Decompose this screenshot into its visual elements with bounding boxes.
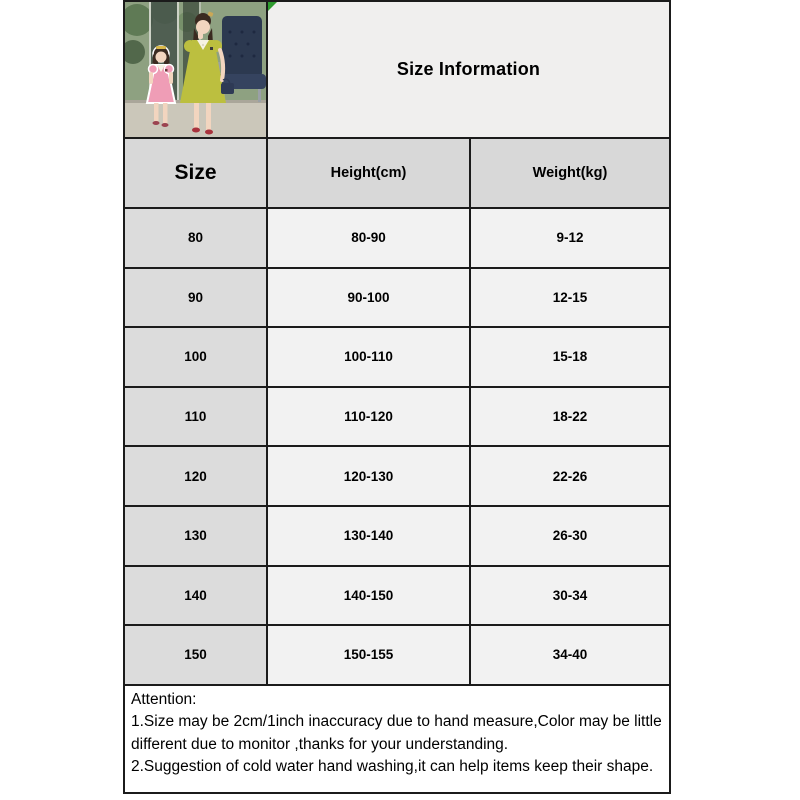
weight-cell: 18-22	[471, 388, 669, 446]
product-photo	[125, 2, 268, 137]
size-cell: 130	[125, 507, 268, 565]
size-cell: 90	[125, 269, 268, 327]
header-row	[125, 2, 669, 137]
height-cell: 120-130	[268, 447, 471, 505]
table-row	[125, 207, 669, 267]
green-corner-marker-icon	[268, 2, 277, 11]
weight-cell: 12-15	[471, 269, 669, 327]
height-cell: 140-150	[268, 567, 471, 625]
weight-cell: 34-40	[471, 626, 669, 684]
table-header-row	[125, 137, 669, 207]
height-cell: 80-90	[268, 209, 471, 267]
size-information-header	[268, 2, 669, 137]
size-cell: 120	[125, 447, 268, 505]
weight-cell: 26-30	[471, 507, 669, 565]
column-header-height: Height(cm)	[268, 139, 471, 207]
height-cell: 90-100	[268, 269, 471, 327]
attention-line-2: 2.Suggestion of cold water hand washing,it can help items keep their shape.	[131, 758, 654, 776]
weight-cell: 22-26	[471, 447, 669, 505]
attention-line-1: 1.Size may be 2cm/1inch inaccuracy due to hand measure,Color may be little different due to monitor ,thanks for your understanding.	[131, 713, 662, 753]
weight-cell: 9-12	[471, 209, 669, 267]
table-row	[125, 624, 669, 684]
column-header-size: Size	[125, 139, 268, 207]
table-row	[125, 267, 669, 327]
size-chart-sheet	[123, 0, 671, 794]
height-cell: 150-155	[268, 626, 471, 684]
size-cell: 150	[125, 626, 268, 684]
table-row	[125, 386, 669, 446]
height-cell: 100-110	[268, 328, 471, 386]
height-cell: 110-120	[268, 388, 471, 446]
attention-title: Attention:	[131, 690, 197, 708]
attention-note	[125, 684, 669, 792]
height-cell: 130-140	[268, 507, 471, 565]
product-photo-illustration	[125, 2, 266, 137]
weight-cell: 30-34	[471, 567, 669, 625]
page-title: Size Information	[396, 59, 541, 79]
table-row	[125, 505, 669, 565]
table-row	[125, 326, 669, 386]
column-header-weight: Weight(kg)	[471, 139, 669, 207]
size-cell: 110	[125, 388, 268, 446]
table-row	[125, 565, 669, 625]
table-row	[125, 445, 669, 505]
size-cell: 140	[125, 567, 268, 625]
size-cell: 100	[125, 328, 268, 386]
size-cell: 80	[125, 209, 268, 267]
weight-cell: 15-18	[471, 328, 669, 386]
